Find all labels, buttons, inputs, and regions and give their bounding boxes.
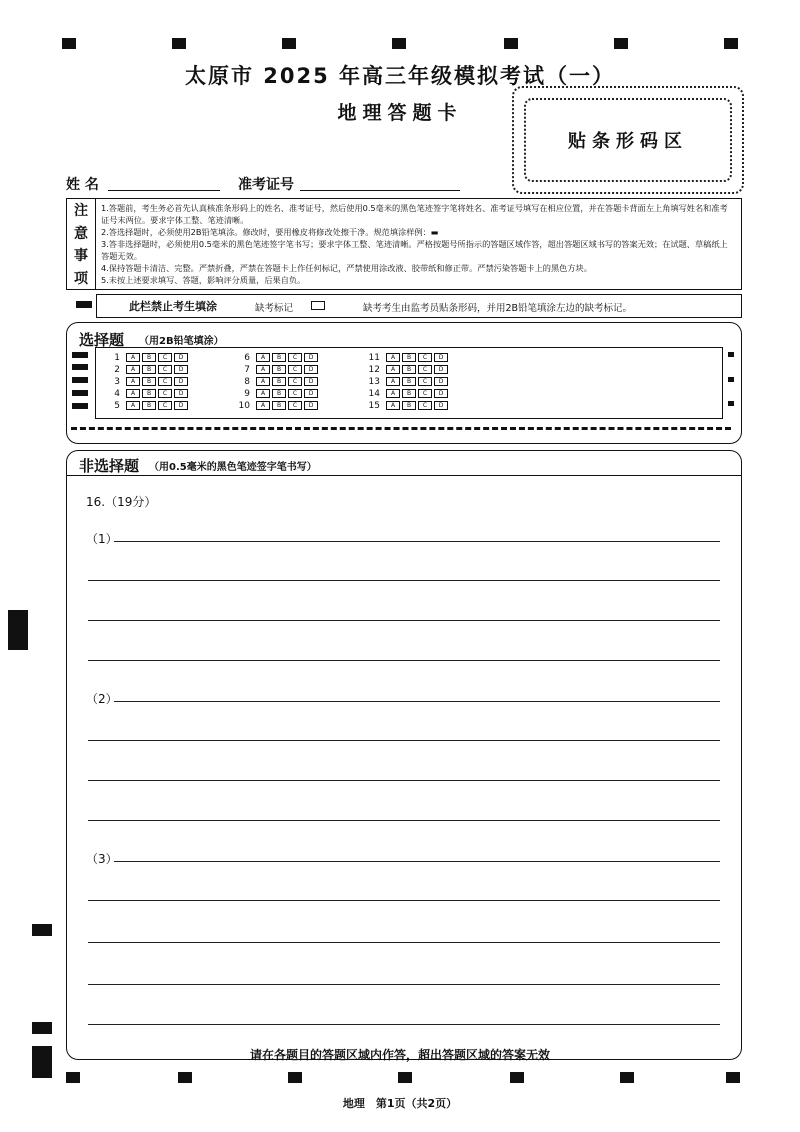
option-c-bubble[interactable]: C (158, 377, 172, 386)
exam-title: 太原市 2025 年高三年级模拟考试（一） (184, 64, 616, 88)
option-b-bubble[interactable]: B (272, 401, 286, 410)
question-number: 4 (114, 389, 120, 399)
option-a-bubble[interactable]: A (126, 365, 140, 374)
option-b-bubble[interactable]: B (272, 377, 286, 386)
option-c-bubble[interactable]: C (418, 401, 432, 410)
choice-question (104, 364, 190, 376)
name-field[interactable] (108, 174, 220, 191)
choice-dashed-divider (71, 427, 731, 430)
part-3-label: （3） (86, 852, 118, 866)
option-b-bubble[interactable]: B (402, 377, 416, 386)
answer-line[interactable] (88, 820, 720, 821)
option-c-bubble[interactable]: C (288, 377, 302, 386)
nonchoice-note: （用0.5毫米的黑色笔迹签字笔书写） (149, 462, 317, 473)
question-number: 5 (114, 401, 120, 411)
option-c-bubble[interactable]: C (288, 365, 302, 374)
choice-question (234, 388, 320, 400)
option-c-bubble[interactable]: C (158, 401, 172, 410)
answer-area-warning: 请在各题目的答题区域内作答，超出答题区域的答案无效 (249, 1048, 550, 1062)
option-c-bubble[interactable]: C (288, 401, 302, 410)
option-d-bubble[interactable]: D (174, 389, 188, 398)
option-d-bubble[interactable]: D (304, 401, 318, 410)
choice-question (364, 388, 450, 400)
exam-id-field[interactable] (300, 174, 460, 191)
alignment-mark (72, 390, 88, 396)
option-a-bubble[interactable]: A (126, 377, 140, 386)
question-number: 10 (238, 401, 250, 411)
answer-line[interactable] (114, 861, 720, 862)
option-b-bubble[interactable]: B (142, 389, 156, 398)
card-subtitle: 地理答题卡 (337, 102, 463, 124)
choice-question (364, 352, 450, 364)
question-number: 7 (244, 365, 250, 375)
option-a-bubble[interactable]: A (126, 389, 140, 398)
part-1-label: （1） (86, 532, 118, 546)
choice-question (104, 388, 190, 400)
option-d-bubble[interactable]: D (174, 377, 188, 386)
option-b-bubble[interactable]: B (272, 353, 286, 362)
option-d-bubble[interactable]: D (174, 353, 188, 362)
alignment-mark (32, 1022, 52, 1034)
absent-mark-label: 缺考标记 (255, 303, 294, 314)
option-a-bubble[interactable]: A (386, 389, 400, 398)
option-c-bubble[interactable]: C (158, 365, 172, 374)
absent-instruction: 缺考考生由监考员贴条形码，并用2B铅笔填涂左边的缺考标记。 (363, 303, 633, 314)
option-b-bubble[interactable]: B (402, 389, 416, 398)
option-d-bubble[interactable]: D (434, 353, 448, 362)
choice-question (104, 376, 190, 388)
absent-mark-box[interactable] (311, 301, 325, 310)
option-b-bubble[interactable]: B (142, 377, 156, 386)
option-b-bubble[interactable]: B (402, 401, 416, 410)
alignment-mark (32, 924, 52, 936)
barcode-area (512, 86, 744, 194)
alignment-mark (72, 352, 88, 358)
choice-question (364, 376, 450, 388)
option-d-bubble[interactable]: D (304, 365, 318, 374)
option-b-bubble[interactable]: B (402, 365, 416, 374)
choice-question (234, 400, 320, 412)
alignment-mark (504, 38, 518, 49)
option-b-bubble[interactable]: B (142, 401, 156, 410)
absent-row (96, 294, 742, 318)
question-number: 13 (368, 377, 380, 387)
choice-question (234, 364, 320, 376)
note-item: 1.答题前，考生务必首先认真核准条形码上的姓名、准考证号，然后使用0.5毫米的黑色笔迹签字笔将姓名、准考证号填写在相应位置，并在答题卡背面左上角填写姓名和准考证号末两位。要求字体工整、笔迹清晰。 (101, 203, 728, 225)
notes-heading-char: 注 (74, 203, 88, 220)
exam-id-label: 准考证号 (238, 177, 294, 193)
option-a-bubble[interactable]: A (256, 401, 270, 410)
notes-box (66, 198, 742, 290)
alignment-mark (288, 1072, 302, 1083)
question-number: 6 (244, 353, 250, 363)
option-a-bubble[interactable]: A (386, 401, 400, 410)
alignment-mark (62, 38, 76, 49)
alignment-mark (728, 352, 734, 357)
name-label: 姓 名 (66, 177, 99, 193)
option-a-bubble[interactable]: A (386, 377, 400, 386)
note-item: 3.答非选择题时，必须使用0.5毫米的黑色笔迹签字笔书写；要求字体工整、笔迹清晰。严格按题号所指示的答题区域作答，超出答题区域书写的答案无效；在试题、草稿纸上答题无效。 (101, 239, 728, 261)
option-d-bubble[interactable]: D (304, 389, 318, 398)
choice-note: （用2B铅笔填涂） (139, 336, 224, 347)
nonchoice-divider (67, 475, 741, 476)
choice-question (234, 352, 320, 364)
alignment-mark (510, 1072, 524, 1083)
answer-line[interactable] (88, 942, 720, 943)
option-c-bubble[interactable]: C (418, 389, 432, 398)
choice-question (104, 352, 190, 364)
alignment-mark (172, 38, 186, 49)
choice-question (364, 364, 450, 376)
question-16-label: 16.（19分） (86, 495, 157, 509)
option-d-bubble[interactable]: D (174, 365, 188, 374)
notes-heading (67, 199, 96, 289)
alignment-mark (726, 1072, 740, 1083)
option-d-bubble[interactable]: D (434, 365, 448, 374)
option-c-bubble[interactable]: C (288, 353, 302, 362)
choice-title: 选择题 (79, 331, 125, 349)
alignment-mark (66, 1072, 80, 1083)
option-a-bubble[interactable]: A (256, 353, 270, 362)
answer-line[interactable] (88, 780, 720, 781)
nonchoice-title: 非选择题 (79, 457, 140, 475)
notes-heading-char: 意 (74, 225, 88, 242)
notes-list (101, 202, 735, 286)
option-d-bubble[interactable]: D (434, 389, 448, 398)
page-number: 地理 第1页（共2页） (342, 1097, 458, 1110)
alignment-mark (282, 38, 296, 49)
question-number: 15 (368, 401, 380, 411)
option-a-bubble[interactable]: A (256, 365, 270, 374)
question-number: 3 (114, 377, 120, 387)
alignment-mark (178, 1072, 192, 1083)
part-2-label: （2） (86, 692, 118, 706)
alignment-mark (724, 38, 738, 49)
option-d-bubble[interactable]: D (434, 401, 448, 410)
option-c-bubble[interactable]: C (418, 365, 432, 374)
question-number: 1 (114, 353, 120, 363)
alignment-mark (614, 38, 628, 49)
option-b-bubble[interactable]: B (402, 353, 416, 362)
note-item: 2.答选择题时，必须使用2B铅笔填涂。修改时，要用橡皮将修改处擦干净。规范填涂样例：▬ (101, 227, 439, 237)
option-a-bubble[interactable]: A (126, 401, 140, 410)
alignment-mark (728, 377, 734, 382)
answer-line[interactable] (88, 740, 720, 741)
barcode-label: 贴条形码区 (524, 98, 732, 182)
option-c-bubble[interactable]: C (288, 389, 302, 398)
alignment-mark (72, 403, 88, 409)
alignment-mark (72, 364, 88, 370)
scan-mark (8, 610, 28, 650)
answer-line[interactable] (88, 1024, 720, 1025)
answer-line[interactable] (88, 984, 720, 985)
alignment-mark (392, 38, 406, 49)
choice-question (234, 376, 320, 388)
question-number: 12 (368, 365, 380, 375)
question-number: 11 (368, 353, 380, 363)
note-item: 5.未按上述要求填写、答题，影响评分质量，后果自负。 (101, 275, 306, 285)
answer-line[interactable] (88, 660, 720, 661)
question-number: 14 (368, 389, 380, 399)
question-number: 8 (244, 377, 250, 387)
option-a-bubble[interactable]: A (386, 353, 400, 362)
option-a-bubble[interactable]: A (386, 365, 400, 374)
option-a-bubble[interactable]: A (256, 389, 270, 398)
answer-line[interactable] (114, 541, 720, 542)
option-b-bubble[interactable]: B (272, 389, 286, 398)
alignment-mark (620, 1072, 634, 1083)
answer-line[interactable] (114, 701, 720, 702)
note-item: 4.保持答题卡清洁、完整。严禁折叠，严禁在答题卡上作任何标记，严禁使用涂改液、胶带纸和修正带。严禁污染答题卡上的黑色方块。 (101, 263, 592, 273)
choice-question (364, 400, 450, 412)
answer-line[interactable] (88, 620, 720, 621)
option-c-bubble[interactable]: C (158, 389, 172, 398)
alignment-mark (728, 401, 734, 406)
option-c-bubble[interactable]: C (418, 377, 432, 386)
alignment-mark (72, 377, 88, 383)
option-c-bubble[interactable]: C (158, 353, 172, 362)
question-number: 2 (114, 365, 120, 375)
answer-line[interactable] (88, 580, 720, 581)
answer-line[interactable] (88, 900, 720, 901)
option-b-bubble[interactable]: B (142, 365, 156, 374)
choice-question (104, 400, 190, 412)
option-c-bubble[interactable]: C (418, 353, 432, 362)
option-b-bubble[interactable]: B (142, 353, 156, 362)
question-number: 9 (244, 389, 250, 399)
notes-heading-char: 事 (74, 248, 88, 265)
option-b-bubble[interactable]: B (272, 365, 286, 374)
option-d-bubble[interactable]: D (174, 401, 188, 410)
option-d-bubble[interactable]: D (434, 377, 448, 386)
option-d-bubble[interactable]: D (304, 353, 318, 362)
absent-label: 此栏禁止考生填涂 (129, 300, 217, 313)
option-a-bubble[interactable]: A (256, 377, 270, 386)
option-d-bubble[interactable]: D (304, 377, 318, 386)
alignment-mark (76, 301, 92, 308)
option-a-bubble[interactable]: A (126, 353, 140, 362)
alignment-mark (398, 1072, 412, 1083)
notes-heading-char: 项 (74, 270, 88, 287)
